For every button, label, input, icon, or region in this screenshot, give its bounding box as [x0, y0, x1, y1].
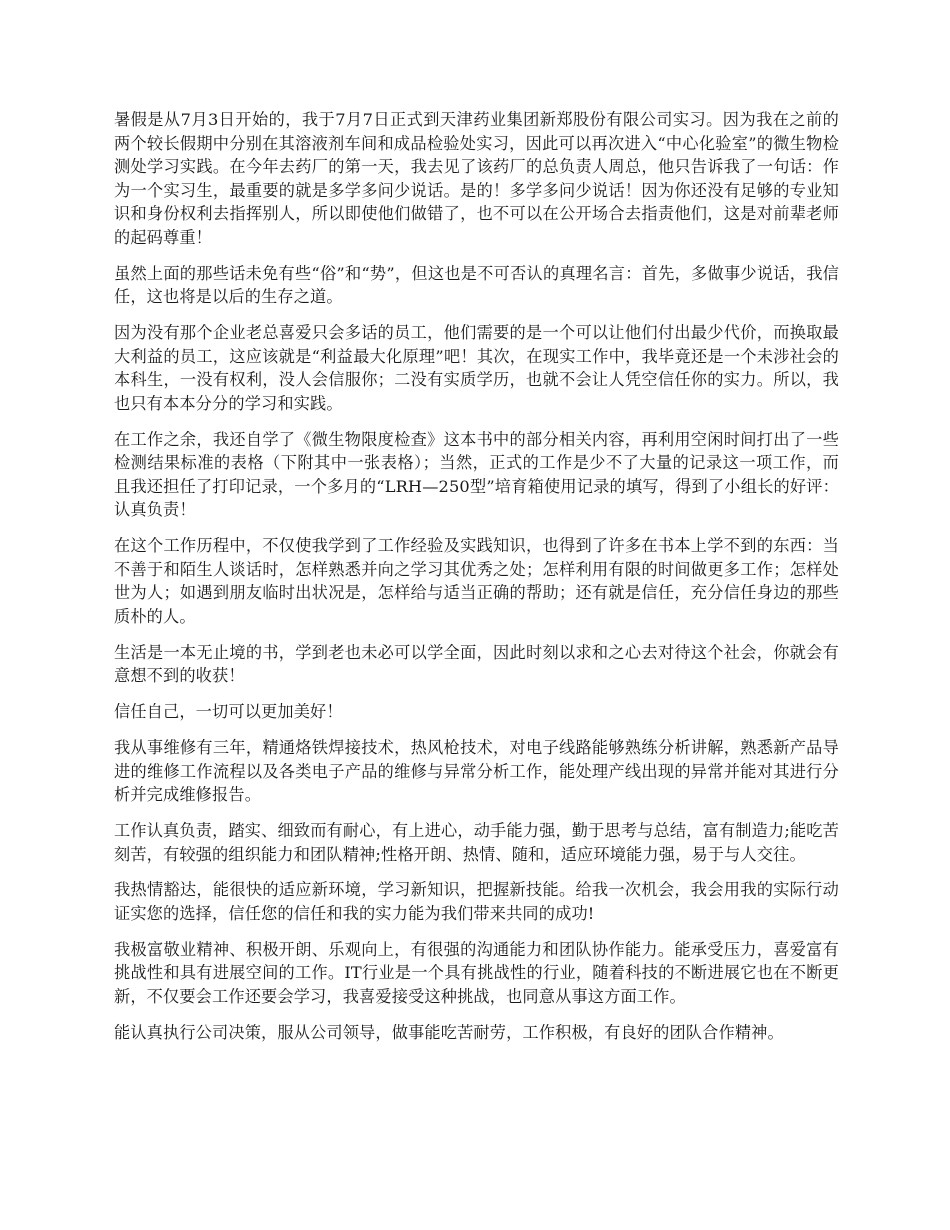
paragraph-10: 我热情豁达，能很快的适应新环境，学习新知识，把握新技能。给我一次机会，我会用我的实际行动证实您的选择，信任您的信任和我的实力能为我们带来共同的成功! [114, 880, 839, 923]
paragraph-1: 暑假是从7月3日开始的，我于7月7日正式到天津药业集团新郑股份有限公司实习。因为我在之前的两个较长假期中分别在其溶液剂车间和成品检验处实习，因此可以再次进入“中心化验室”的微生物检测处学习实践。在今年去药厂的第一天，我去见了该药厂的总负责人周总，他只告诉我了一句话：作为一个实习生，最重要的就是多学多问少说话。是的！多学多问少说话！因为你还没有足够的专业知识和身份权利去指挥别人，所以即使他们做错了，也不可以在公开场合去指责他们，这是对前辈老师的起码尊重！ [114, 110, 839, 247]
paragraph-4: 在工作之余，我还自学了《微生物限度检查》这本书中的部分相关内容，再利用空闲时间打出了一些检测结果标准的表格（下附其中一张表格）；当然，正式的工作是少不了大量的记录这一项工作，而且我还担任了打印记录，一个多月的“LRH—250型”培育箱使用记录的填写，得到了小组长的好评：认真负责！ [114, 429, 839, 520]
paragraph-7: 信任自己，一切可以更加美好！ [114, 702, 343, 722]
paragraph-8: 我从事维修有三年，精通烙铁焊接技术，热风枪技术，对电子线路能够熟练分析讲解，熟悉新产品导进的维修工作流程以及各类电子产品的维修与异常分析工作，能处理产线出现的异常并能对其进行分析并完成维修报告。 [114, 737, 839, 805]
paragraph-9: 工作认真负责，踏实、细致而有耐心，有上进心，动手能力强，勤于思考与总结，富有制造力;能吃苦刻苦，有较强的组织能力和团队精神;性格开朗、热情、随和，适应环境能力强，易于与人交往。 [114, 820, 839, 864]
paragraph-12: 能认真执行公司决策，服从公司领导，做事能吃苦耐劳，工作积极，有良好的团队合作精神。 [114, 1022, 784, 1042]
paragraph-2: 虽然上面的那些话未免有些“俗”和“势”，但这也是不可否认的真理名言：首先，多做事少说话，我信任，这也将是以后的生存之道。 [114, 263, 839, 307]
paragraph-5: 在这个工作历程中，不仅使我学到了工作经验及实践知识，也得到了许多在书本上学不到的东西：当不善于和陌生人谈话时，怎样熟悉并向之学习其优秀之处；怎样利用有限的时间做更多工作；怎样处世为人；如遇到朋友临时出状况是，怎样给与适当正确的帮助；还有就是信任，充分信任身边的那些质朴的人。 [114, 536, 839, 627]
paragraph-6: 生活是一本无止境的书，学到老也未必可以学全面，因此时刻以求和之心去对待这个社会，你就会有意想不到的收获！ [114, 642, 839, 686]
paragraph-3: 因为没有那个企业老总喜爱只会多话的员工，他们需要的是一个可以让他们付出最少代价，而换取最大利益的员工，这应该就是“利益最大化原理”吧！其次，在现实工作中，我毕竟还是一个未涉社会的本科生，一没有权利，没人会信服你；二没有实质学历，也就不会让人凭空信任你的实力。所以，我也只有本本分分的学习和实践。 [114, 323, 839, 413]
paragraph-11: 我极富敬业精神、积极开朗、乐观向上，有很强的沟通能力和团队协作能力。能承受压力，喜爱富有挑战性和具有进展空间的工作。IT行业是一个具有挑战性的行业，随着科技的不断进展它也在不断更新，不仅要会工作还要会学习，我喜爱接受这种挑战，也同意从事这方面工作。 [114, 939, 839, 1006]
document-body [114, 108, 839, 1056]
